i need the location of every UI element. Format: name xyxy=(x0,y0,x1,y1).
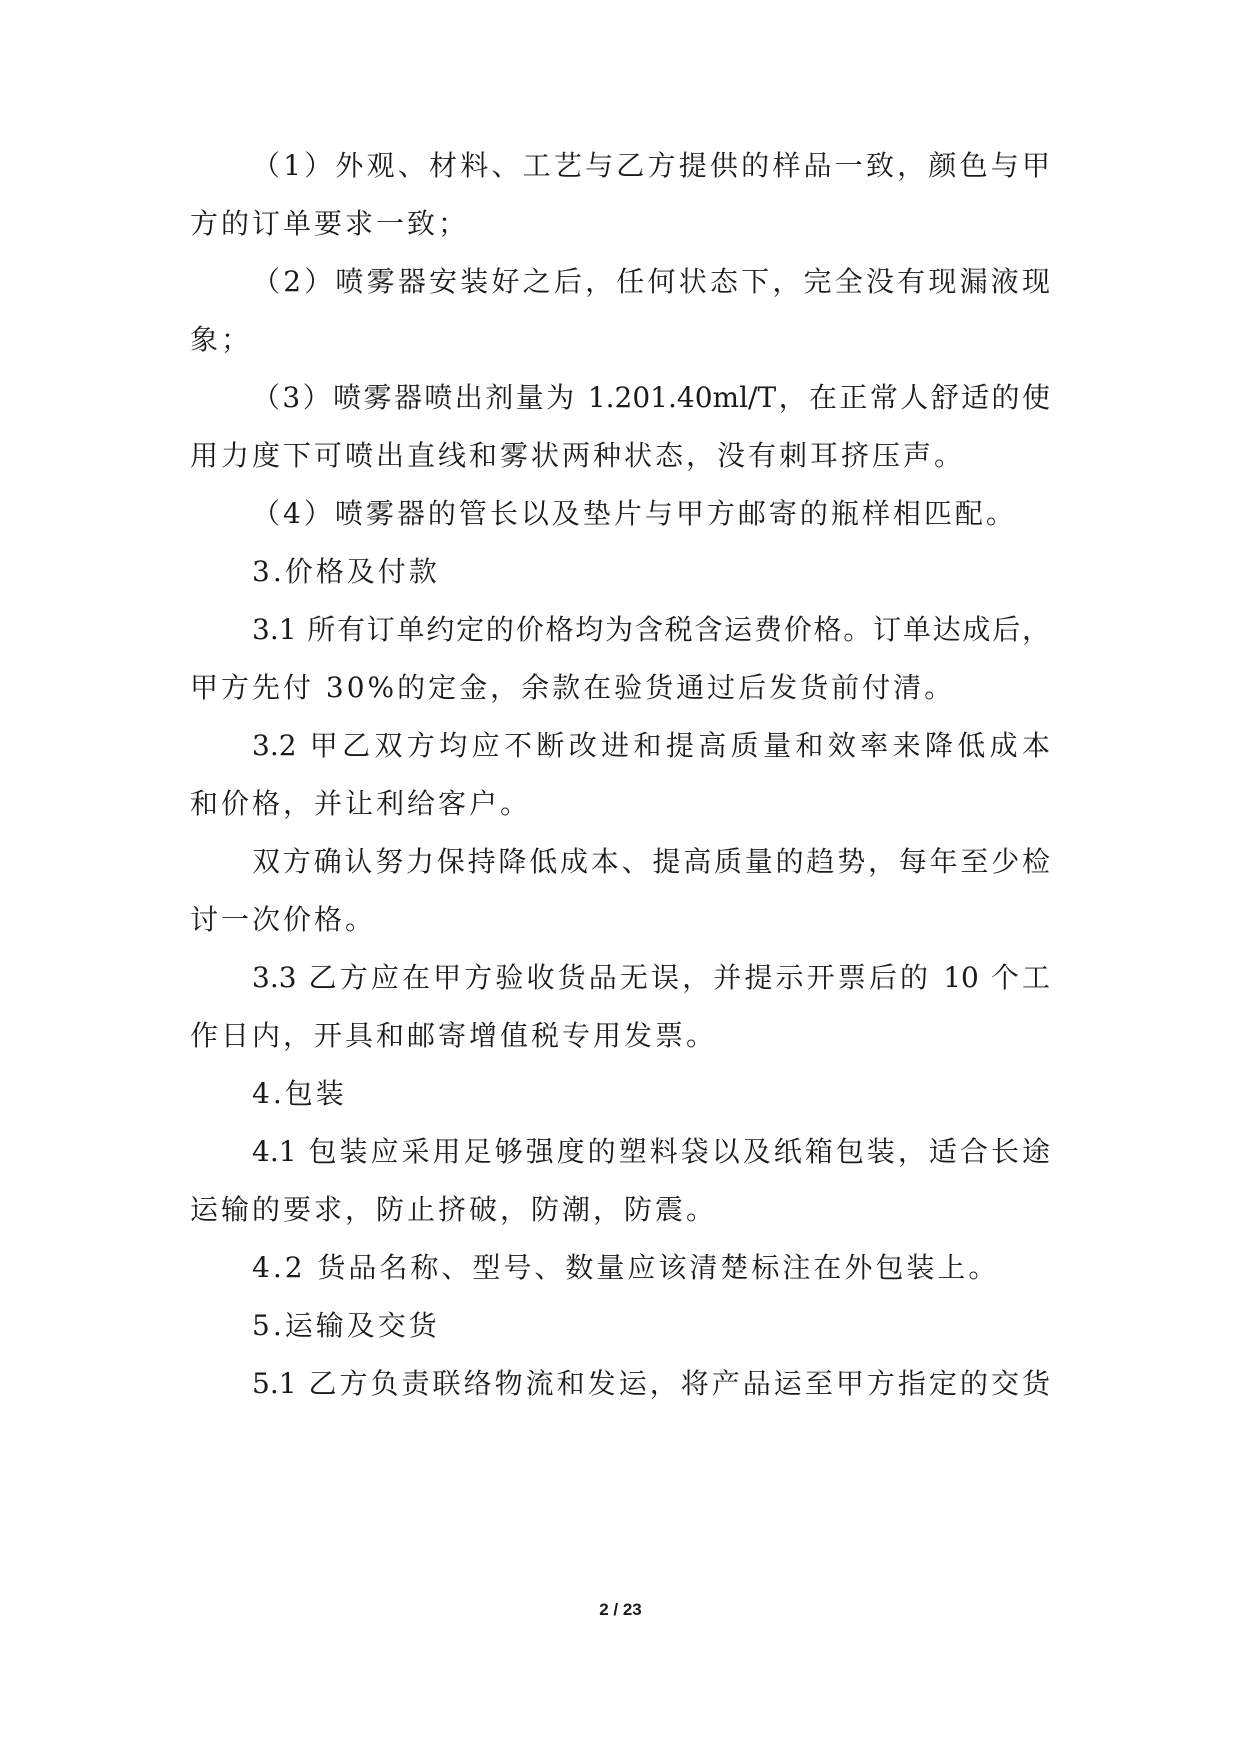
section-heading: 4.包装 xyxy=(252,1077,347,1110)
paragraph-line: 讨一次价格。 xyxy=(190,903,377,936)
section-heading: 3.价格及付款 xyxy=(252,555,440,588)
page-number: 2 / 23 xyxy=(599,1600,642,1619)
paragraph-line: 3.2 甲乙双方均应不断改进和提高质量和效率来降低成本 xyxy=(252,729,1050,762)
paragraph-line: 4.2 货品名称、型号、数量应该清楚标注在外包装上。 xyxy=(252,1251,1000,1284)
paragraph-line: （2）喷雾器安装好之后，任何状态下，完全没有现漏液现 xyxy=(252,265,1050,298)
paragraph-line: 象； xyxy=(190,323,253,356)
paragraph-line: 3.1 所有订单约定的价格均为含税含运费价格。订单达成后， xyxy=(252,613,1050,646)
section-heading: 5.运输及交货 xyxy=(252,1309,440,1342)
paragraph-line: 方的订单要求一致； xyxy=(190,207,470,240)
paragraph-line: 和价格，并让利给客户。 xyxy=(190,787,532,820)
paragraph-line: 甲方先付 30%的定金，余款在验货通过后发货前付清。 xyxy=(190,671,956,704)
paragraph-line: （4）喷雾器的管长以及垫片与甲方邮寄的瓶样相匹配。 xyxy=(252,497,1017,530)
paragraph-line: 作日内，开具和邮寄增值税专用发票。 xyxy=(190,1019,718,1052)
paragraph-line: 5.1 乙方负责联络物流和发运，将产品运至甲方指定的交货 xyxy=(252,1367,1050,1400)
paragraph-line: 3.3 乙方应在甲方验收货品无误，并提示开票后的 10 个工 xyxy=(252,961,1050,994)
paragraph-line: （1）外观、材料、工艺与乙方提供的样品一致，颜色与甲 xyxy=(252,149,1050,182)
paragraph-line: 双方确认努力保持降低成本、提高质量的趋势，每年至少检 xyxy=(252,845,1050,878)
paragraph-line: （3）喷雾器喷出剂量为 1.201.40ml/T，在正常人舒适的使 xyxy=(252,381,1050,414)
paragraph-line: 4.1 包装应采用足够强度的塑料袋以及纸箱包装，适合长途 xyxy=(252,1135,1050,1168)
paragraph-line: 用力度下可喷出直线和雾状两种状态，没有刺耳挤压声。 xyxy=(190,439,966,472)
paragraph-line: 运输的要求，防止挤破，防潮，防震。 xyxy=(190,1193,718,1226)
